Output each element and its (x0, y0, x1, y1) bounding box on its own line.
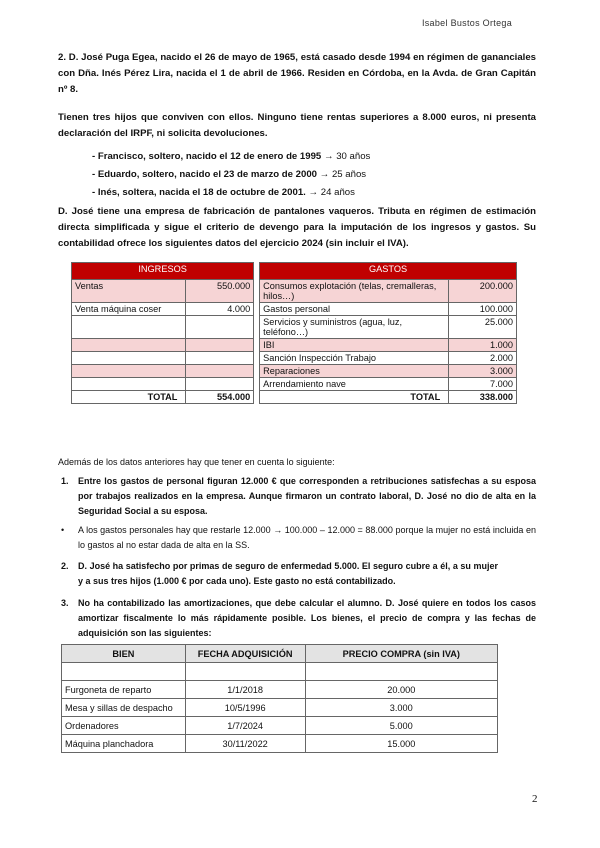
arrow-icon: → (319, 169, 330, 180)
financial-row (72, 365, 517, 378)
financial-row (72, 303, 517, 316)
financial-row (72, 352, 517, 365)
list-item-2: 2. D. José ha satisfecho por primas de seguro de enfermedad 5.000. El seguro cubre a él, a su mujer y a sus tres hijos (1.000 € por cada uno). Este gasto no está contabilizado. (61, 561, 498, 586)
expense-amount: 100.000 (449, 303, 517, 316)
income-concept (72, 352, 186, 365)
asset-row (62, 699, 498, 717)
expense-concept: Servicios y suministros (agua, luz, teléfono…) (260, 316, 449, 339)
financial-row (72, 316, 517, 339)
asset-row (62, 717, 498, 735)
income-amount (186, 339, 254, 352)
page-header-author: Isabel Bustos Ortega (421, 18, 512, 28)
income-amount (186, 378, 254, 391)
expense-amount: 1.000 (449, 339, 517, 352)
expense-amount: 7.000 (449, 378, 517, 391)
asset-date: 10/5/1996 (185, 699, 305, 717)
asset-price: 20.000 (305, 681, 497, 699)
page-number: 2 (532, 793, 538, 805)
child-item: - Francisco, soltero, nacido el 12 de enero de 1995 → 30 años (92, 151, 371, 162)
expense-total-label: TOTAL (260, 391, 449, 404)
income-concept: Ventas (72, 280, 186, 303)
business-paragraph: D. José tiene una empresa de fabricación de pantalones vaqueros. Tributa en régimen de estimación directa simplificada y sigue el criterio de devengo para la imputación de los ingresos y gastos. Su contabilidad ofrece los siguientes datos del ejercicio 2024 (sin incluir el IVA). (58, 206, 536, 249)
expense-amount: 3.000 (449, 365, 517, 378)
asset-name: Ordenadores (62, 717, 186, 735)
income-expense-table (71, 262, 517, 404)
income-amount: 550.000 (186, 280, 254, 303)
expense-amount: 2.000 (449, 352, 517, 365)
financial-row (72, 280, 517, 303)
expense-total: 338.000 (449, 391, 517, 404)
asset-name: Mesa y sillas de despacho (62, 699, 186, 717)
expense-concept: Gastos personal (260, 303, 449, 316)
assets-header-precio: PRECIO COMPRA (sin IVA) (305, 645, 497, 663)
asset-name: Máquina planchadora (62, 735, 186, 753)
income-total: 554.000 (186, 391, 254, 404)
expense-concept: Reparaciones (260, 365, 449, 378)
list-item-3: 3. No ha contabilizado las amortizaciones, que debe calcular el alumno. D. José quiere en todos los casos amortizar fiscalmente lo más rápidamente posible. Los bienes, el precio de compra y las fechas de adquisición son las siguientes: (61, 598, 536, 638)
bullet-icon: • (61, 525, 65, 535)
income-total-label: TOTAL (72, 391, 186, 404)
financial-row (72, 339, 517, 352)
income-concept: Venta máquina coser (72, 303, 186, 316)
income-header: INGRESOS (72, 263, 254, 280)
expense-concept: Arrendamiento nave (260, 378, 449, 391)
income-concept (72, 378, 186, 391)
list-item-1: 1. Entre los gastos de personal figuran 12.000 € que corresponden a retribuciones satisfechas a su esposa por trabajos realizados en la empresa. Aunque firmaron un contrato laboral, D. José no dio de alta en la Seguridad Social a su esposa. (61, 476, 536, 516)
asset-date: 1/1/2018 (185, 681, 305, 699)
child-item: - Eduardo, soltero, nacido el 23 de marzo de 2000 → 25 años (92, 169, 367, 180)
additional-info-intro: Además de los datos anteriores hay que tener en cuenta lo siguiente: (58, 457, 335, 467)
asset-date: 30/11/2022 (185, 735, 305, 753)
income-amount (186, 352, 254, 365)
children-list (92, 149, 370, 203)
expense-concept: Sanción Inspección Trabajo (260, 352, 449, 365)
income-concept (72, 365, 186, 378)
expense-amount: 200.000 (449, 280, 517, 303)
child-item: - Inés, soltera, nacida el 18 de octubre de 2001. → 24 años (92, 187, 355, 198)
asset-price: 15.000 (305, 735, 497, 753)
expense-concept: Consumos explotación (telas, cremalleras, hilos…) (260, 280, 449, 303)
income-amount: 4.000 (186, 303, 254, 316)
assets-table (61, 644, 498, 753)
expense-header: GASTOS (260, 263, 517, 280)
asset-row (62, 681, 498, 699)
expense-concept: IBI (260, 339, 449, 352)
income-concept (72, 316, 186, 339)
assets-header-bien: BIEN (62, 645, 186, 663)
expense-amount: 25.000 (449, 316, 517, 339)
intro-paragraph: 2. D. José Puga Egea, nacido el 26 de mayo de 1965, está casado desde 1994 en régimen de gananciales con Dña. Inés Pérez Lira, nacida el 1 de abril de 1966. Residen en Córdoba, en la Avda. de Gran Capitán nº 8. (58, 52, 536, 95)
asset-price: 3.000 (305, 699, 497, 717)
asset-name: Furgoneta de reparto (62, 681, 186, 699)
asset-date: 1/7/2024 (185, 717, 305, 735)
arrow-icon: → (308, 187, 319, 198)
income-amount (186, 316, 254, 339)
arrow-icon: → (323, 151, 334, 162)
assets-header-fecha: FECHA ADQUISICIÓN (185, 645, 305, 663)
income-concept (72, 339, 186, 352)
income-amount (186, 365, 254, 378)
asset-price: 5.000 (305, 717, 497, 735)
asset-row (62, 735, 498, 753)
bullet-note: • A los gastos personales hay que restarle 12.000 → 100.000 – 12.000 = 88.000 porque la mujer no está incluida en lo gastos al no estar dada de alta en la SS. (61, 525, 536, 550)
children-intro-paragraph: Tienen tres hijos que conviven con ellos. Ninguno tiene rentas superiores a 8.000 euros, ni presenta declaración del IRPF, ni solicita devoluciones. (58, 112, 536, 139)
totals-row (72, 391, 517, 404)
financial-row (72, 378, 517, 391)
